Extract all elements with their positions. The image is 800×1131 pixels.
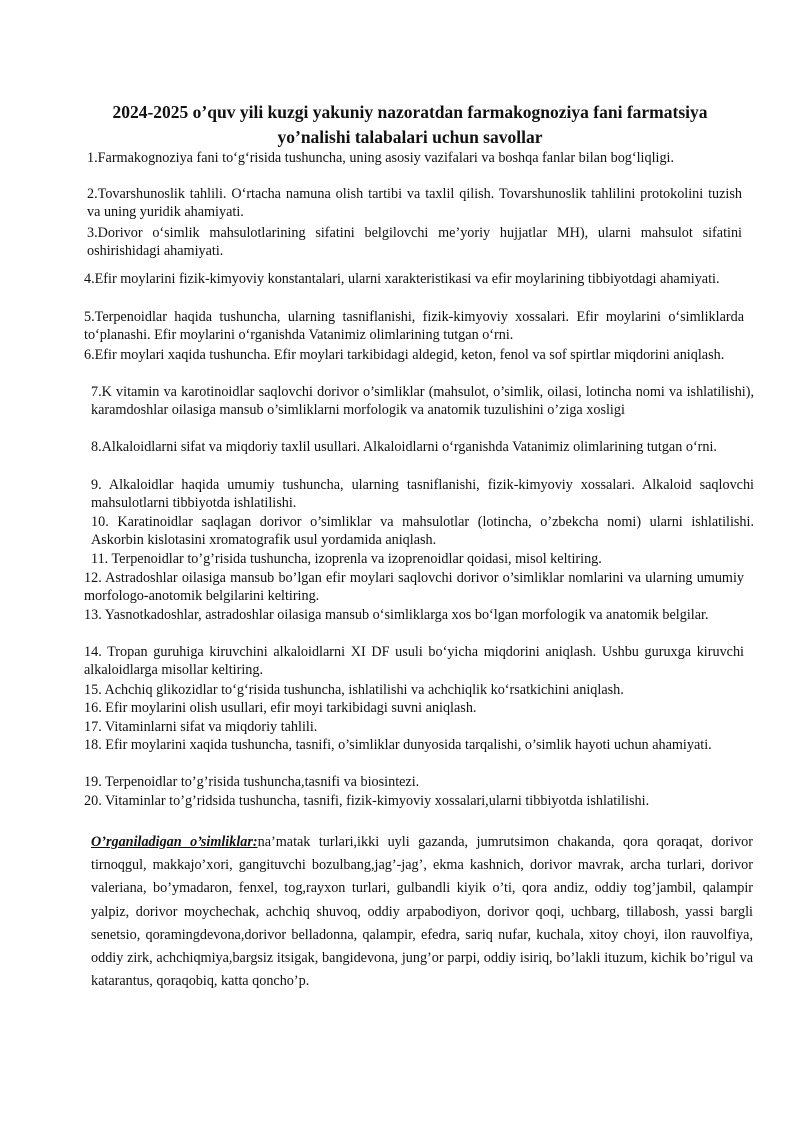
question-item: 8.Alkaloidlarni sifat va miqdoriy taxlil usullari. Alkaloidlarni o‘rganishda Vatanimiz olimlarining tutgan o‘rni.: [91, 439, 717, 455]
plants-label: O’rganiladigan o’simliklar:: [91, 834, 258, 850]
question-item: 9. Alkaloidlar haqida umumiy tushuncha, ularning tasniflanishi, fizik-kimyoviy xossalari. Alkaloid saqlovchi mahsulotlarni tibbiyotda ishlatilishi.: [91, 477, 754, 511]
question-item: 12. Astradoshlar oilasiga mansub bo’lgan efir moylari saqlovchi dorivor o’simliklar nomlarini va ularning umumiy morfologo-anotomik belgilarini keltiring.: [84, 570, 744, 604]
question-item: 3.Dorivor o‘simlik mahsulotlarining sifatini belgilovchi me’yoriy hujjatlar MH), ularni mahsulot sifatini oshirishidagi ahamiyati.: [87, 225, 742, 259]
question-item: 16. Efir moylarini olish usullari, efir moyi tarkibidagi suvni aniqlash.: [84, 700, 477, 716]
question-item: 14. Tropan guruhiga kiruvchini alkaloidlarni XI DF usuli bo‘yicha miqdorini aniqlash. Ushbu guruxga kiruvchi alkaloidlarga misollar keltiring.: [84, 644, 744, 678]
question-item: 5.Terpenoidlar haqida tushuncha, ularning tasniflanishi, fizik-kimyoviy xossalari. Efir moylarini o‘simliklarda to‘planashi. Efir moylarini o‘rganishda Vatanimiz olimlarining tutgan o‘rni.: [84, 309, 744, 343]
plants-paragraph: [91, 831, 753, 993]
question-item: 13. Yasnotkadoshlar, astradoshlar oilasiga mansub o‘simliklarga xos bo‘lgan morfologik va anatomik belgilar.: [84, 607, 709, 623]
question-item: 19. Terpenoidlar to’g’risida tushuncha,tasnifi va biosintezi.: [84, 774, 420, 790]
question-item: 6.Efir moylari xaqida tushuncha. Efir moylari tarkibidagi aldegid, keton, fenol va sof spirtlar miqdorini aniqlash.: [84, 347, 725, 363]
question-item: 18. Efir moylarini xaqida tushuncha, tasnifi, o’simliklar dunyosida tarqalishi, o’simlik hayoti uchun ahamiyati.: [84, 737, 712, 753]
question-item: 7.K vitamin va karotinoidlar saqlovchi dorivor o’simliklar (mahsulot, o’simlik, oilasi, lotincha nomi va ishlatilishi), karamdoshlar oilasiga mansub o’simliklarni morfologik va anatomik tuzulishini o’ziga xosligi: [91, 384, 754, 418]
question-item: 11. Terpenoidlar to’g’risida tushuncha, izoprenla va izoprenoidlar qoidasi, misol keltiring.: [91, 551, 602, 567]
question-item: 2.Tovarshunoslik tahlili. O‘rtacha namuna olish tartibi va taxlil qilish. Tovarshunoslik tahlilini protokolini tuzish va uning yuridik ahamiyati.: [87, 186, 742, 220]
question-item: 10. Karatinoidlar saqlagan dorivor o’simliklar va mahsulotlar (lotincha, o’zbekcha nomi) ularni ishlatilishi. Askorbin kislotasini xromatografik usul yordamida aniqlash.: [91, 514, 754, 548]
question-item: 1.Farmakognoziya fani to‘g‘risida tushuncha, uning asosiy vazifalari va boshqa fanlar bilan bog‘liqligi.: [87, 150, 675, 166]
question-item: 20. Vitaminlar to’g’ridsida tushuncha, tasnifi, fizik-kimyoviy xossalari,ularni tibbiyotda ishlatilishi.: [84, 793, 650, 809]
title-line-2: yo’nalishi talabalari uchun savollar: [277, 127, 543, 147]
plants-list-text: na’matak turlari,ikki uyli gazanda, jumrutsimon chakanda, qora qoraqat, dorivor tirnoqgul, makkajo’xori, gangituvchi bozulbang,jag’-jag’, ekma kashnich, dorivor mavrak, archa turlari, dorivor valeriana, bo’ymadaron, fenxel, tog,rayxon turlari, gulbandli kiyik o’ti, qora andiz, oddiy tog’jambil, qalampir yalpiz, dorivor moychechak, achchiq shuvoq, oddiy arpabodiyon, dorivor qoqi, uchbarg, tillabosh, yassi bargli senetsio, qoramingdevona,dorivor belladonna, qalampir, efedra, sariq nufar, kuchala, xitoy choyi, ilon rauvolfiya, oddiy zirk, achchiqmiya,bargsiz itsigak, bangidevona, jung’or parpi, oddiy isiriq, bo’lakli ituzum, kichik bo’rigul va katarantus, qoraqobiq, katta qoncho’p.: [91, 834, 753, 990]
page-title: [80, 100, 740, 150]
question-item: 4.Efir moylarini fizik-kimyoviy konstantalari, ularni xarakteristikasi va efir moylarining tibbiyotdagi ahamiyati.: [84, 271, 720, 287]
question-item: 15. Achchiq glikozidlar to‘g‘risida tushuncha, ishlatilishi va achchiqlik ko‘rsatkichini aniqlash.: [84, 682, 624, 698]
question-item: 17. Vitaminlarni sifat va miqdoriy tahlili.: [84, 719, 318, 735]
title-line-1: 2024-2025 o’quv yili kuzgi yakuniy nazoratdan farmakognoziya fani farmatsiya: [112, 102, 708, 122]
